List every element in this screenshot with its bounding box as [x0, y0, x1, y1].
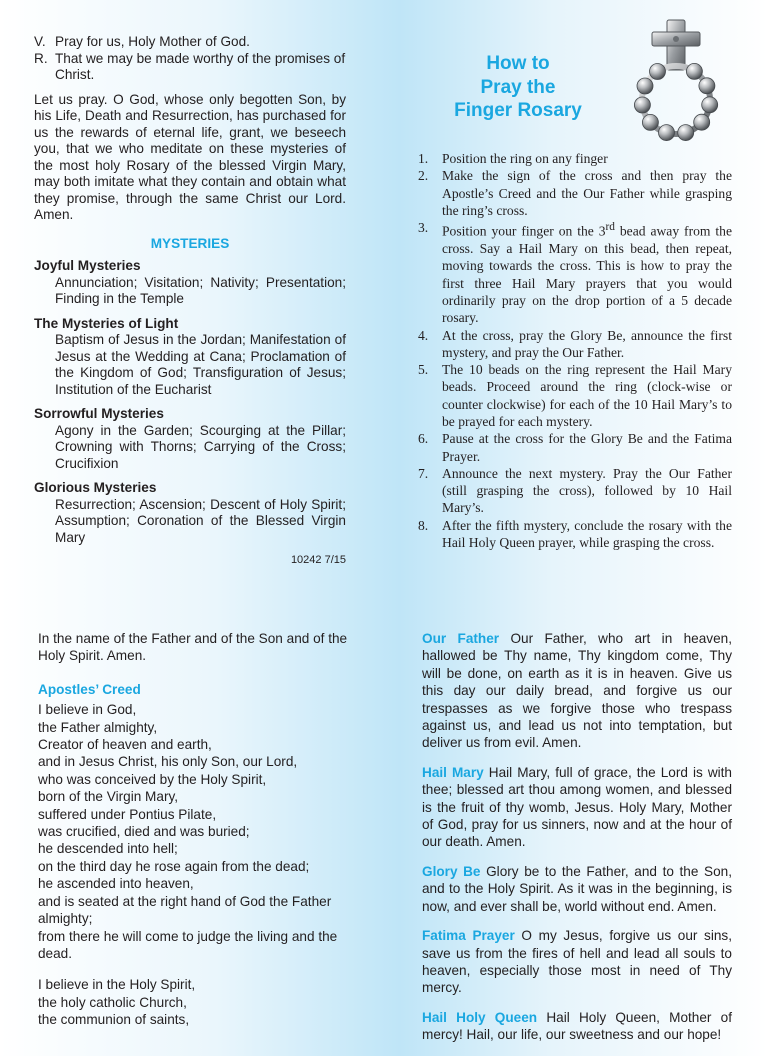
step-item	[418, 430, 732, 465]
prayer-text: Glory be to the Father, and to the Son, and to the Holy Spirit. As it was in the beginning, is now, and ever shall be, world without end. Amen.	[422, 863, 732, 914]
rosary-bead	[659, 125, 675, 141]
creed-line: who was conceived by the Holy Spirit,	[38, 771, 267, 787]
rosary-bead	[650, 64, 666, 80]
creed-text-continued	[38, 976, 348, 1028]
creed-title: Apostles’ Creed	[38, 681, 141, 697]
creed-line: the communion of saints,	[38, 1012, 190, 1028]
creed-line: on the third day he rose again from the dead;	[38, 858, 310, 874]
finger-rosary-image	[614, 14, 738, 150]
step-item	[418, 517, 732, 552]
rosary-bead	[642, 114, 658, 130]
prayer-text: O my Jesus, forgive us our sins, save us from the fires of hell and lead all souls to heaven, especially those most in need of Thy mercy.	[422, 928, 732, 996]
prayer-glory-be	[422, 863, 732, 915]
prayer-title: Fatima Prayer	[422, 928, 515, 944]
ring-beads	[634, 63, 717, 140]
creed-line: born of the Virgin Mary,	[38, 789, 179, 805]
step-text-part: bead away from the cross. Say a Hail Mary on this bead, then repeat, moving towards the cross. This is how to pray the first three Hail Mary prayers that you would ordinarily pray on the drop portion of a 5 decade rosary.	[442, 223, 733, 326]
creed-line: the Father almighty,	[38, 719, 158, 735]
step-text: Pause at the cross for the Glory Be and the Fatima Prayer.	[442, 431, 732, 464]
step-text: At the cross, pray the Glory Be, announce the first mystery, and pray the Our Father.	[442, 327, 732, 360]
mystery-group	[34, 316, 346, 399]
step-number: 2.	[418, 168, 429, 184]
step-number: 7.	[418, 465, 429, 481]
sign-of-cross: In the name of the Father and of the Son and of the Holy Spirit. Amen.	[38, 631, 348, 664]
closing-prayer-panel	[34, 34, 346, 569]
mystery-body: Agony in the Garden; Scourging at the Pillar; Crowning with Thorns; Carrying of the Cross; Crucifixion	[55, 422, 346, 471]
mysteries-heading: MYSTERIES	[150, 235, 230, 251]
creed-line: and in Jesus Christ, his only Son, our Lord,	[38, 754, 298, 770]
mystery-heading: Joyful Mysteries	[34, 258, 141, 273]
step-text: After the fifth mystery, conclude the rosary with the Hail Holy Queen prayer, while grasping the cross.	[442, 517, 732, 551]
mystery-heading: Sorrowful Mysteries	[34, 406, 164, 421]
mystery-heading: The Mysteries of Light	[34, 315, 179, 331]
rosary-bead	[634, 97, 650, 113]
rosary-bead	[686, 63, 702, 79]
step-text-part: Position your finger on the 3	[442, 223, 606, 239]
step-item	[418, 327, 732, 362]
prayer-text: Our Father, who art in heaven, hallowed be Thy name, Thy kingdom come, Thy will be done, on earth as it is in heaven. Give us this day our daily bread, and forgive us our trespasses as we forgive those who trespass against us, and lead us not into temptation, but deliver us from evil. Amen.	[422, 631, 732, 751]
creed-line: from there he will come to judge the living and the dead.	[38, 928, 338, 961]
step-item	[418, 465, 732, 517]
creed-panel	[38, 630, 348, 1029]
crucifix-icon	[652, 20, 700, 70]
rosary-bead	[702, 97, 718, 113]
creed-line: suffered under Pontius Pilate,	[38, 806, 217, 822]
prayer-title: Glory Be	[422, 863, 481, 879]
prayer-our-father	[422, 630, 732, 752]
mystery-body: Resurrection; Ascension; Descent of Holy Spirit; Assumption; Coronation of the Blessed Virgin Mary	[55, 496, 346, 545]
creed-line: the holy catholic Church,	[38, 994, 187, 1010]
step-item	[418, 150, 732, 167]
prayer-title: Hail Holy Queen	[422, 1009, 538, 1025]
step-text: Announce the next mystery. Pray the Our Father (still grasping the cross), followed by 10 Hail Mary’s.	[442, 465, 732, 516]
mystery-group	[34, 480, 346, 546]
rosary-bead	[699, 78, 715, 94]
rosary-bead	[694, 114, 710, 130]
step-number: 4.	[418, 327, 429, 343]
step-text: Position the ring on any finger	[442, 151, 608, 166]
instruction-steps	[418, 150, 732, 551]
step-number: 6.	[418, 431, 429, 447]
print-code: 10242 7/15	[290, 554, 346, 566]
title-line: Finger Rosary	[454, 100, 582, 121]
creed-line: Creator of heaven and earth,	[38, 737, 212, 753]
creed-line: I believe in God,	[38, 702, 137, 718]
mystery-heading: Glorious Mysteries	[34, 480, 157, 495]
creed-text	[38, 701, 348, 962]
title-line: How to	[486, 53, 550, 74]
step-text: The 10 beads on the ring represent the Hail Mary beads. Proceed around the ring (clock-wise or counter clockwise) for each of the 10 Hail Mary’s to be prayed for each mystery.	[442, 362, 732, 429]
mystery-group	[34, 258, 346, 308]
prayer-hail-holy-queen	[422, 1009, 732, 1044]
mysteries-list	[34, 258, 346, 546]
prayer-title: Hail Mary	[422, 764, 484, 780]
step-text: Make the sign of the cross and then pray the Apostle’s Creed and the Our Father while grasping the ring’s cross.	[442, 168, 732, 218]
versicle-text: Pray for us, Holy Mother of God.	[55, 34, 250, 49]
step-number: 1.	[418, 151, 429, 166]
rosary-bead	[678, 125, 694, 141]
creed-line: and is seated at the right hand of God the Father almighty;	[38, 893, 332, 927]
title-line: Pray the	[480, 76, 556, 98]
rosary-bead	[637, 78, 653, 94]
response-label: R.	[34, 50, 48, 66]
step-text	[442, 219, 732, 326]
versicle-label: V.	[34, 34, 46, 49]
prayer-fatima	[422, 927, 732, 997]
creed-line: he descended into hell;	[38, 841, 178, 857]
step-item	[418, 167, 732, 219]
mystery-body: Baptism of Jesus in the Jordan; Manifestation of Jesus at the Wedding at Cana; Proclamation of the Kingdom of God; Transfiguration of Jesus; Institution of the Eucharist	[55, 332, 346, 397]
prayer-title: Our Father	[422, 631, 500, 646]
creed-line: was crucified, died and was buried;	[38, 824, 250, 840]
page-title	[438, 52, 598, 123]
creed-line: I believe in the Holy Spirit,	[38, 977, 196, 993]
prayer-text: Hail Holy Queen, Mother of mercy! Hail, our life, our sweetness and our hope!	[422, 1009, 732, 1043]
versicle-line	[34, 34, 346, 51]
prayer-hail-mary	[422, 764, 732, 851]
creed-line: he ascended into heaven,	[38, 876, 194, 892]
prayers-panel	[422, 630, 732, 1056]
ordinal-superscript: rd	[605, 221, 615, 234]
step-number: 3.	[418, 220, 429, 236]
response-text: That we may be made worthy of the promises of Christ.	[55, 50, 346, 82]
step-number: 8.	[418, 517, 429, 533]
mystery-group	[34, 406, 346, 472]
mystery-body: Annunciation; Visitation; Nativity; Presentation; Finding in the Temple	[55, 274, 346, 306]
let-us-pray-paragraph: Let us pray. O God, whose only begotten Son, by his Life, Death and Resurrection, has purchased for us the rewards of eternal life, grant, we beseech you, that we who meditate on these mysteries of the most holy Rosary of the blessed Virgin Mary, may both imitate what they contain and obtain what they promise, through the same Christ our Lord. Amen.	[34, 91, 346, 222]
step-number: 5.	[418, 362, 429, 378]
response-line	[34, 51, 346, 84]
step-item	[418, 361, 732, 430]
prayer-text: Hail Mary, full of grace, the Lord is with thee; blessed art thou among women, and blessed is the fruit of thy womb, Jesus. Holy Mary, Mother of God, pray for us sinners, now and at the hour of our death. Amen.	[422, 764, 732, 850]
step-item	[418, 219, 732, 326]
